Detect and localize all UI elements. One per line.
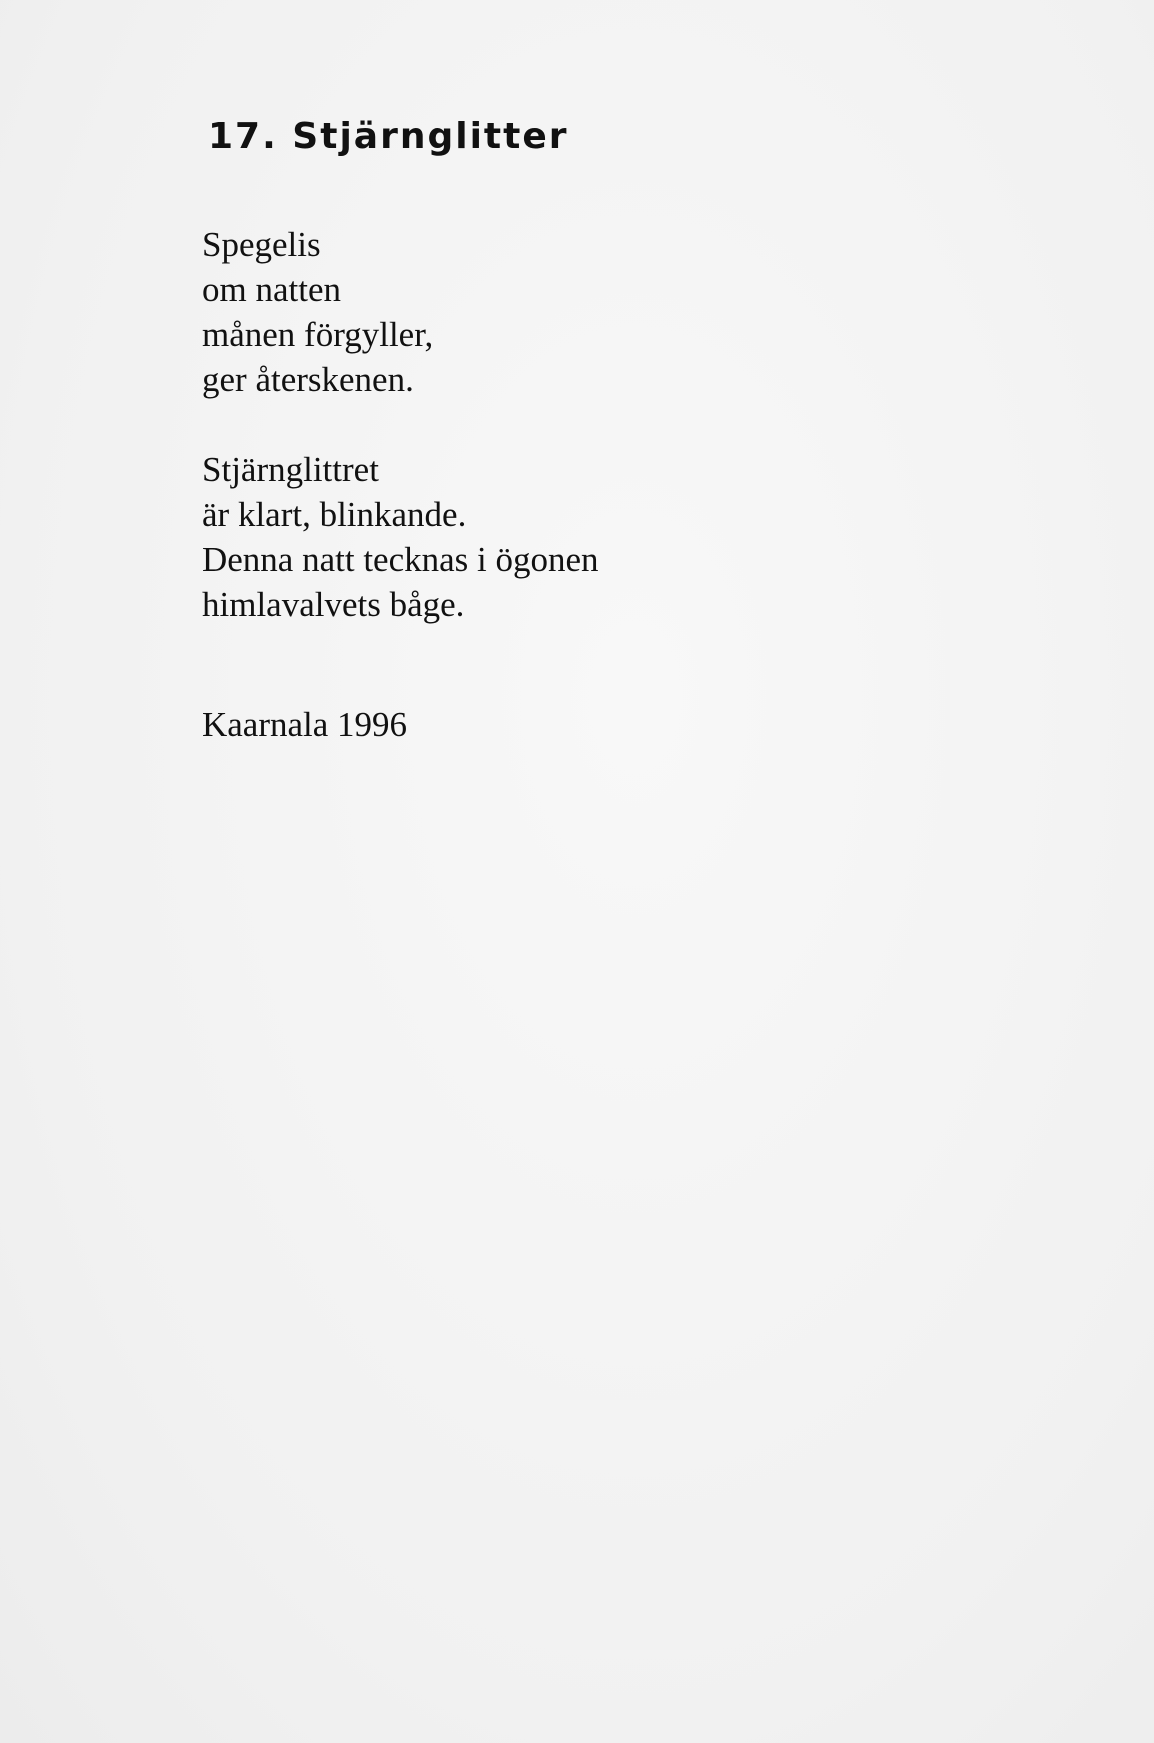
poem-line: månen förgyller, xyxy=(202,315,434,354)
poem-line: ger återskenen. xyxy=(202,360,414,399)
place-date-signature: Kaarnala 1996 xyxy=(202,705,408,744)
stanza-2 xyxy=(202,447,962,627)
stanza-1 xyxy=(202,222,962,402)
poem-line: om natten xyxy=(202,270,341,309)
poem-line: Denna natt tecknas i ögonen xyxy=(202,540,599,579)
poem-line: himlavalvets båge. xyxy=(202,585,465,624)
poem-line: Stjärnglittret xyxy=(202,450,379,489)
poem-title: 17. Stjärnglitter xyxy=(208,116,569,157)
poem-line: är klart, blinkande. xyxy=(202,495,467,534)
poem-body xyxy=(202,222,962,672)
poem-line: Spegelis xyxy=(202,225,321,264)
